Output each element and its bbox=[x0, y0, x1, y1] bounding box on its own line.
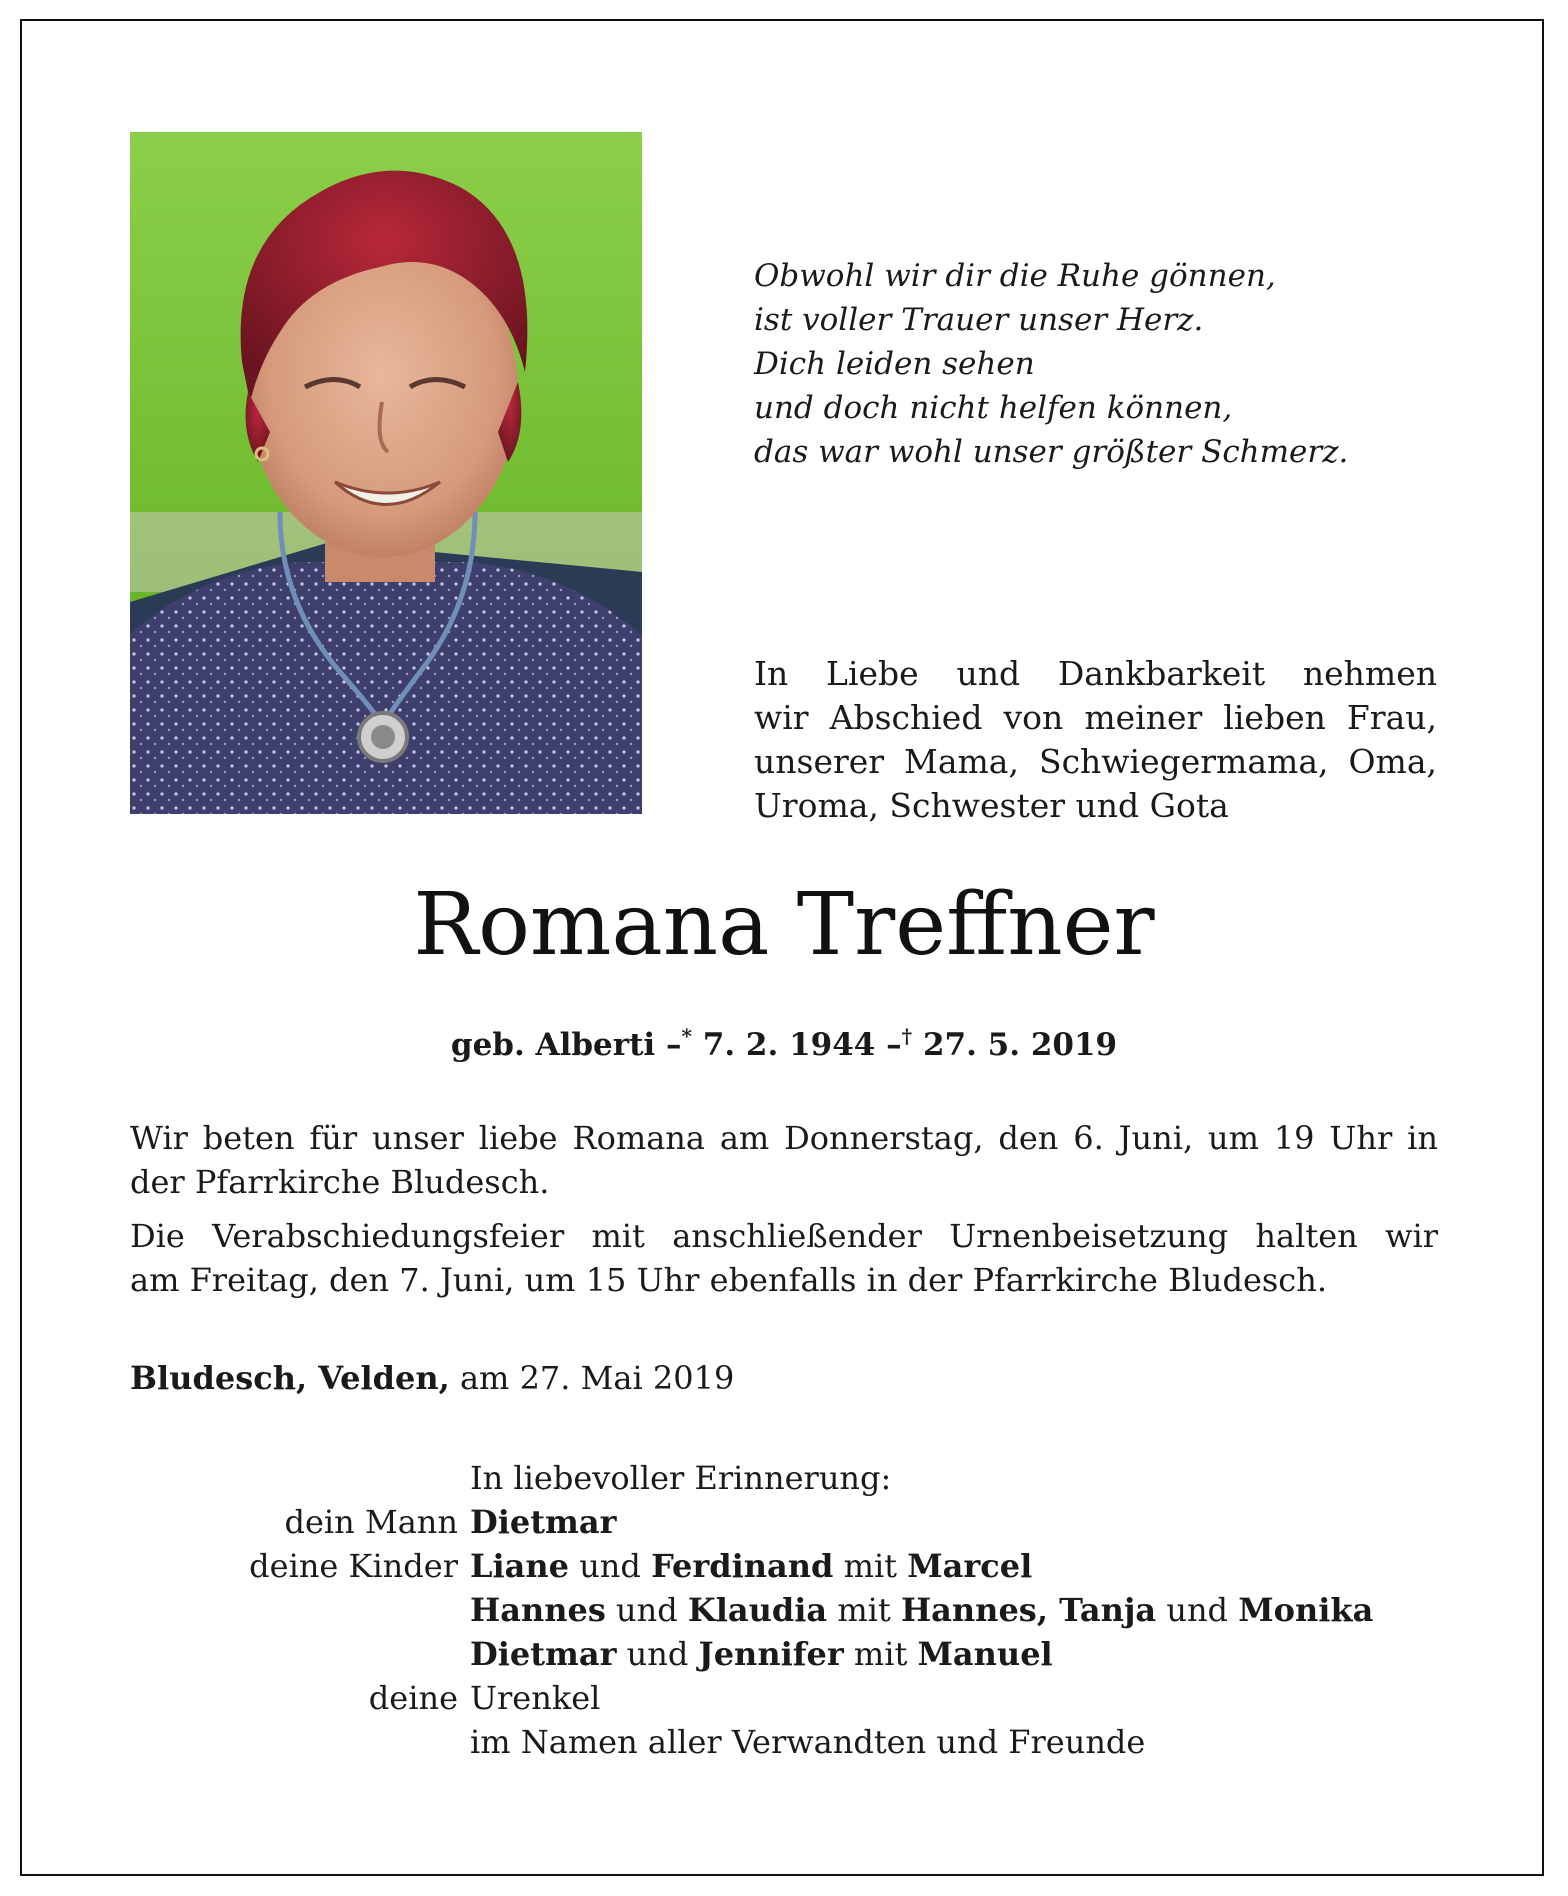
birth-symbol: * bbox=[681, 1024, 692, 1048]
family-member-name: Hannes bbox=[470, 1591, 606, 1629]
children-row bbox=[130, 1632, 1450, 1676]
greatgrandchildren-row bbox=[130, 1676, 1450, 1720]
birth-date: 7. 2. 1944 bbox=[702, 1027, 876, 1063]
poem-line: und doch nicht helfen können, bbox=[754, 390, 1233, 426]
prayer-line: der Pfarrkirche Bludesch. bbox=[130, 1163, 550, 1201]
poem-verse bbox=[754, 254, 1454, 474]
poem-line: ist voller Trauer unser Herz. bbox=[754, 302, 1204, 338]
closing-line: im Namen aller Verwandten und Freunde bbox=[470, 1723, 1146, 1761]
connector-text: mit bbox=[827, 1591, 901, 1629]
farewell-line: am Freitag, den 7. Juni, um 15 Uhr ebenfalls in der Pfarrkirche Bludesch. bbox=[130, 1261, 1327, 1299]
children-row bbox=[130, 1588, 1450, 1632]
dash: – bbox=[886, 1027, 902, 1063]
prayer-paragraph bbox=[130, 1116, 1438, 1204]
family-member-name: Marcel bbox=[907, 1547, 1033, 1585]
family-member-name: Monika bbox=[1238, 1591, 1374, 1629]
connector-text: und bbox=[616, 1635, 699, 1673]
intro-line: wir Abschied von meiner lieben Frau, bbox=[754, 698, 1437, 737]
connector-text: mit bbox=[833, 1547, 908, 1585]
birth-name: geb. Alberti bbox=[450, 1027, 656, 1063]
place-and-date bbox=[130, 1356, 734, 1400]
family-list bbox=[130, 1456, 1450, 1764]
family-member-name: Klaudia bbox=[687, 1591, 828, 1629]
intro-line: Uroma, Schwester und Gota bbox=[754, 786, 1229, 825]
intro-line: In Liebe und Dankbarkeit nehmen bbox=[754, 654, 1437, 693]
notice-date: am 27. Mai 2019 bbox=[459, 1359, 735, 1397]
children-row bbox=[130, 1544, 1450, 1588]
intro-line: unserer Mama, Schwiegermama, Oma, bbox=[754, 742, 1437, 781]
poem-line: das war wohl unser größter Schmerz. bbox=[754, 434, 1349, 470]
connector-text: mit bbox=[843, 1635, 918, 1673]
prayer-line: Wir beten für unser liebe Romana am Donnerstag, den 6. Juni, um 19 Uhr in bbox=[130, 1119, 1438, 1157]
husband-row bbox=[130, 1500, 1450, 1544]
farewell-line: Die Verabschiedungsfeier mit anschließender Urnenbeisetzung halten wir bbox=[130, 1217, 1438, 1255]
family-member-name: Manuel bbox=[917, 1635, 1053, 1673]
family-member-name: Ferdinand bbox=[651, 1547, 834, 1585]
closing-row bbox=[130, 1720, 1450, 1764]
deceased-name: Romana Treffner bbox=[413, 875, 1155, 975]
connector-text: und bbox=[605, 1591, 688, 1629]
husband-name: Dietmar bbox=[470, 1503, 617, 1541]
farewell-intro bbox=[754, 652, 1437, 828]
greatgrandchildren-label: deine bbox=[368, 1679, 458, 1717]
life-dates bbox=[0, 1014, 1568, 1067]
children-line bbox=[470, 1588, 1450, 1632]
farewell-paragraph bbox=[130, 1214, 1438, 1302]
husband-label: dein Mann bbox=[284, 1503, 458, 1541]
family-heading: In liebevoller Erinnerung: bbox=[470, 1459, 892, 1497]
family-member-name: Jennifer bbox=[698, 1635, 844, 1673]
service-details bbox=[130, 1116, 1438, 1312]
place: Bludesch, Velden, bbox=[130, 1359, 450, 1397]
family-member-name: Hannes, Tanja bbox=[900, 1591, 1157, 1629]
connector-text: und bbox=[569, 1547, 652, 1585]
family-member-name: Dietmar bbox=[470, 1635, 617, 1673]
portrait-photo bbox=[130, 132, 642, 814]
poem-line: Dich leiden sehen bbox=[754, 346, 1035, 382]
death-date: 27. 5. 2019 bbox=[922, 1027, 1118, 1063]
death-symbol: † bbox=[901, 1024, 913, 1048]
poem-line: Obwohl wir dir die Ruhe gönnen, bbox=[754, 258, 1276, 294]
dash: – bbox=[666, 1027, 682, 1063]
children-line bbox=[470, 1632, 1450, 1676]
family-member-name: Liane bbox=[470, 1547, 570, 1585]
family-heading-row bbox=[130, 1456, 1450, 1500]
greatgrandchildren: Urenkel bbox=[470, 1679, 601, 1717]
children-label: deine Kinder bbox=[249, 1547, 458, 1585]
children-line bbox=[470, 1544, 1450, 1588]
connector-text: und bbox=[1156, 1591, 1239, 1629]
